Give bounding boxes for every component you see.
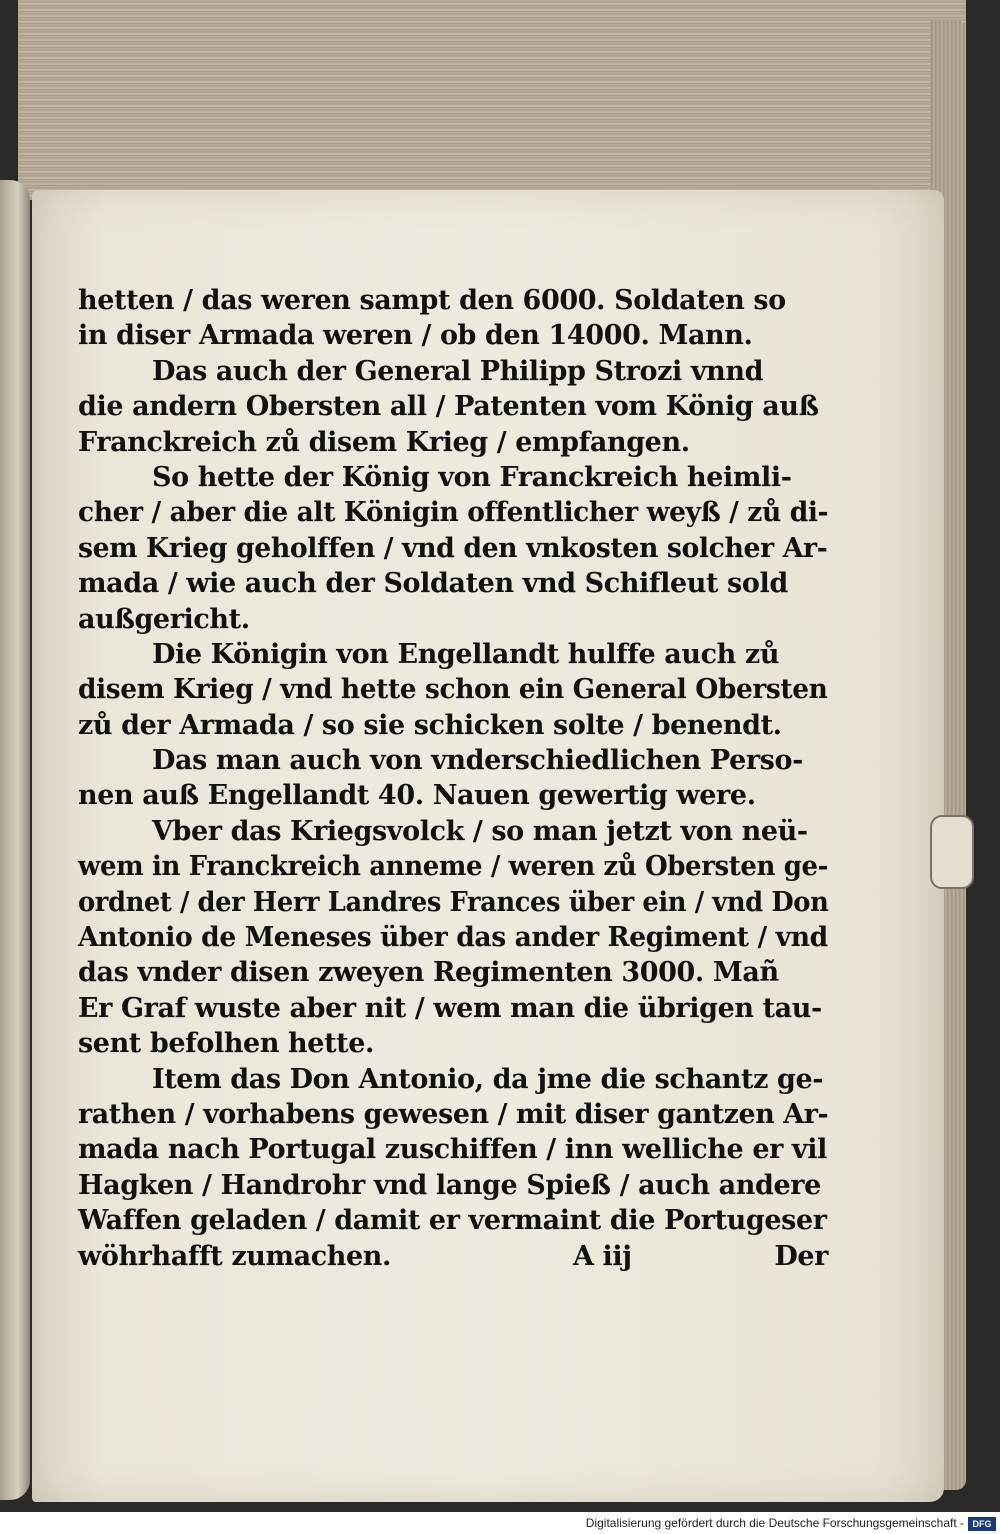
catchword: Der [774, 1240, 828, 1272]
page-clip [930, 815, 974, 889]
text-line: in diser Armada weren / ob den 14000. Mann. [78, 320, 753, 352]
text-line: hetten / das weren sampt den 6000. Soldaten so [78, 285, 786, 316]
text-line: nen auß Engellandt 40. Nauen gewertig were. [78, 780, 756, 812]
text-line: sent befolhen hette. [78, 1028, 374, 1060]
digitization-attribution: Digitalisierung gefördert durch die Deutsche Forschungsgemeinschaft - [585, 1516, 964, 1530]
book-page-edges-top [18, 0, 966, 200]
text-line: Hagken / Handrohr vnd lange Spieß / auch andere [78, 1169, 821, 1201]
text-line: So hette der König von Franckreich heimli- [152, 461, 792, 493]
text-line: außgericht. [78, 603, 250, 635]
text-line: zů der Armada / so sie schicken solte / benendt. [78, 709, 782, 741]
text-line: disem Krieg / vnd hette schon ein General Obersten [78, 674, 828, 706]
text-line: mada nach Portugal zuschiffen / inn welliche er vil [78, 1134, 827, 1166]
text-line: ordnet / der Herr Landres Frances über ein / vnd Don [78, 886, 829, 918]
text-line: Item das Don Antonio, da jme die schantz ge- [152, 1063, 824, 1095]
text-line: Das man auch von vnderschiedlichen Perso- [152, 745, 803, 777]
text-line: Vber das Kriegsvolck / so man jetzt von neü- [152, 815, 808, 847]
text-line: sem Krieg geholffen / vnd den vnkosten solcher Ar- [78, 532, 828, 564]
text-line: Er Graf wuste aber nit / wem man die übrigen tau- [78, 992, 822, 1024]
text-line: Waffen geladen / damit er vermaint die Portugeser [78, 1205, 827, 1237]
page-text [78, 283, 828, 1274]
text-line: Antonio de Meneses über das ander Regiment / vnd [78, 922, 828, 954]
text-line: cher / aber die alt Königin offentlicher weyß / zů di- [78, 497, 829, 529]
signature-mark: A iij [573, 1240, 632, 1272]
text-line: Das auch der General Philipp Strozi vnnd [152, 355, 764, 387]
text-line: die andern Obersten all / Patenten vom König auß [78, 391, 819, 423]
text-line: Die Königin von Engellandt hulffe auch zů [152, 638, 780, 670]
text-line: das vnder disen zweyen Regimenten 3000. Mañ [78, 957, 779, 989]
left-page-curl [0, 180, 30, 1500]
text-line: wöhrhafft zumachen. [78, 1240, 392, 1272]
dfg-logo: DFG [968, 1517, 996, 1531]
text-line: Franckreich zů disem Krieg / empfangen. [78, 426, 690, 458]
text-line: wem in Franckreich anneme / weren zů Obersten ge- [78, 851, 829, 883]
text-line: mada / wie auch der Soldaten vnd Schifleut sold [78, 568, 788, 600]
text-line: rathen / vorhabens gewesen / mit diser gantzen Ar- [78, 1098, 829, 1130]
last-line [78, 1239, 828, 1274]
